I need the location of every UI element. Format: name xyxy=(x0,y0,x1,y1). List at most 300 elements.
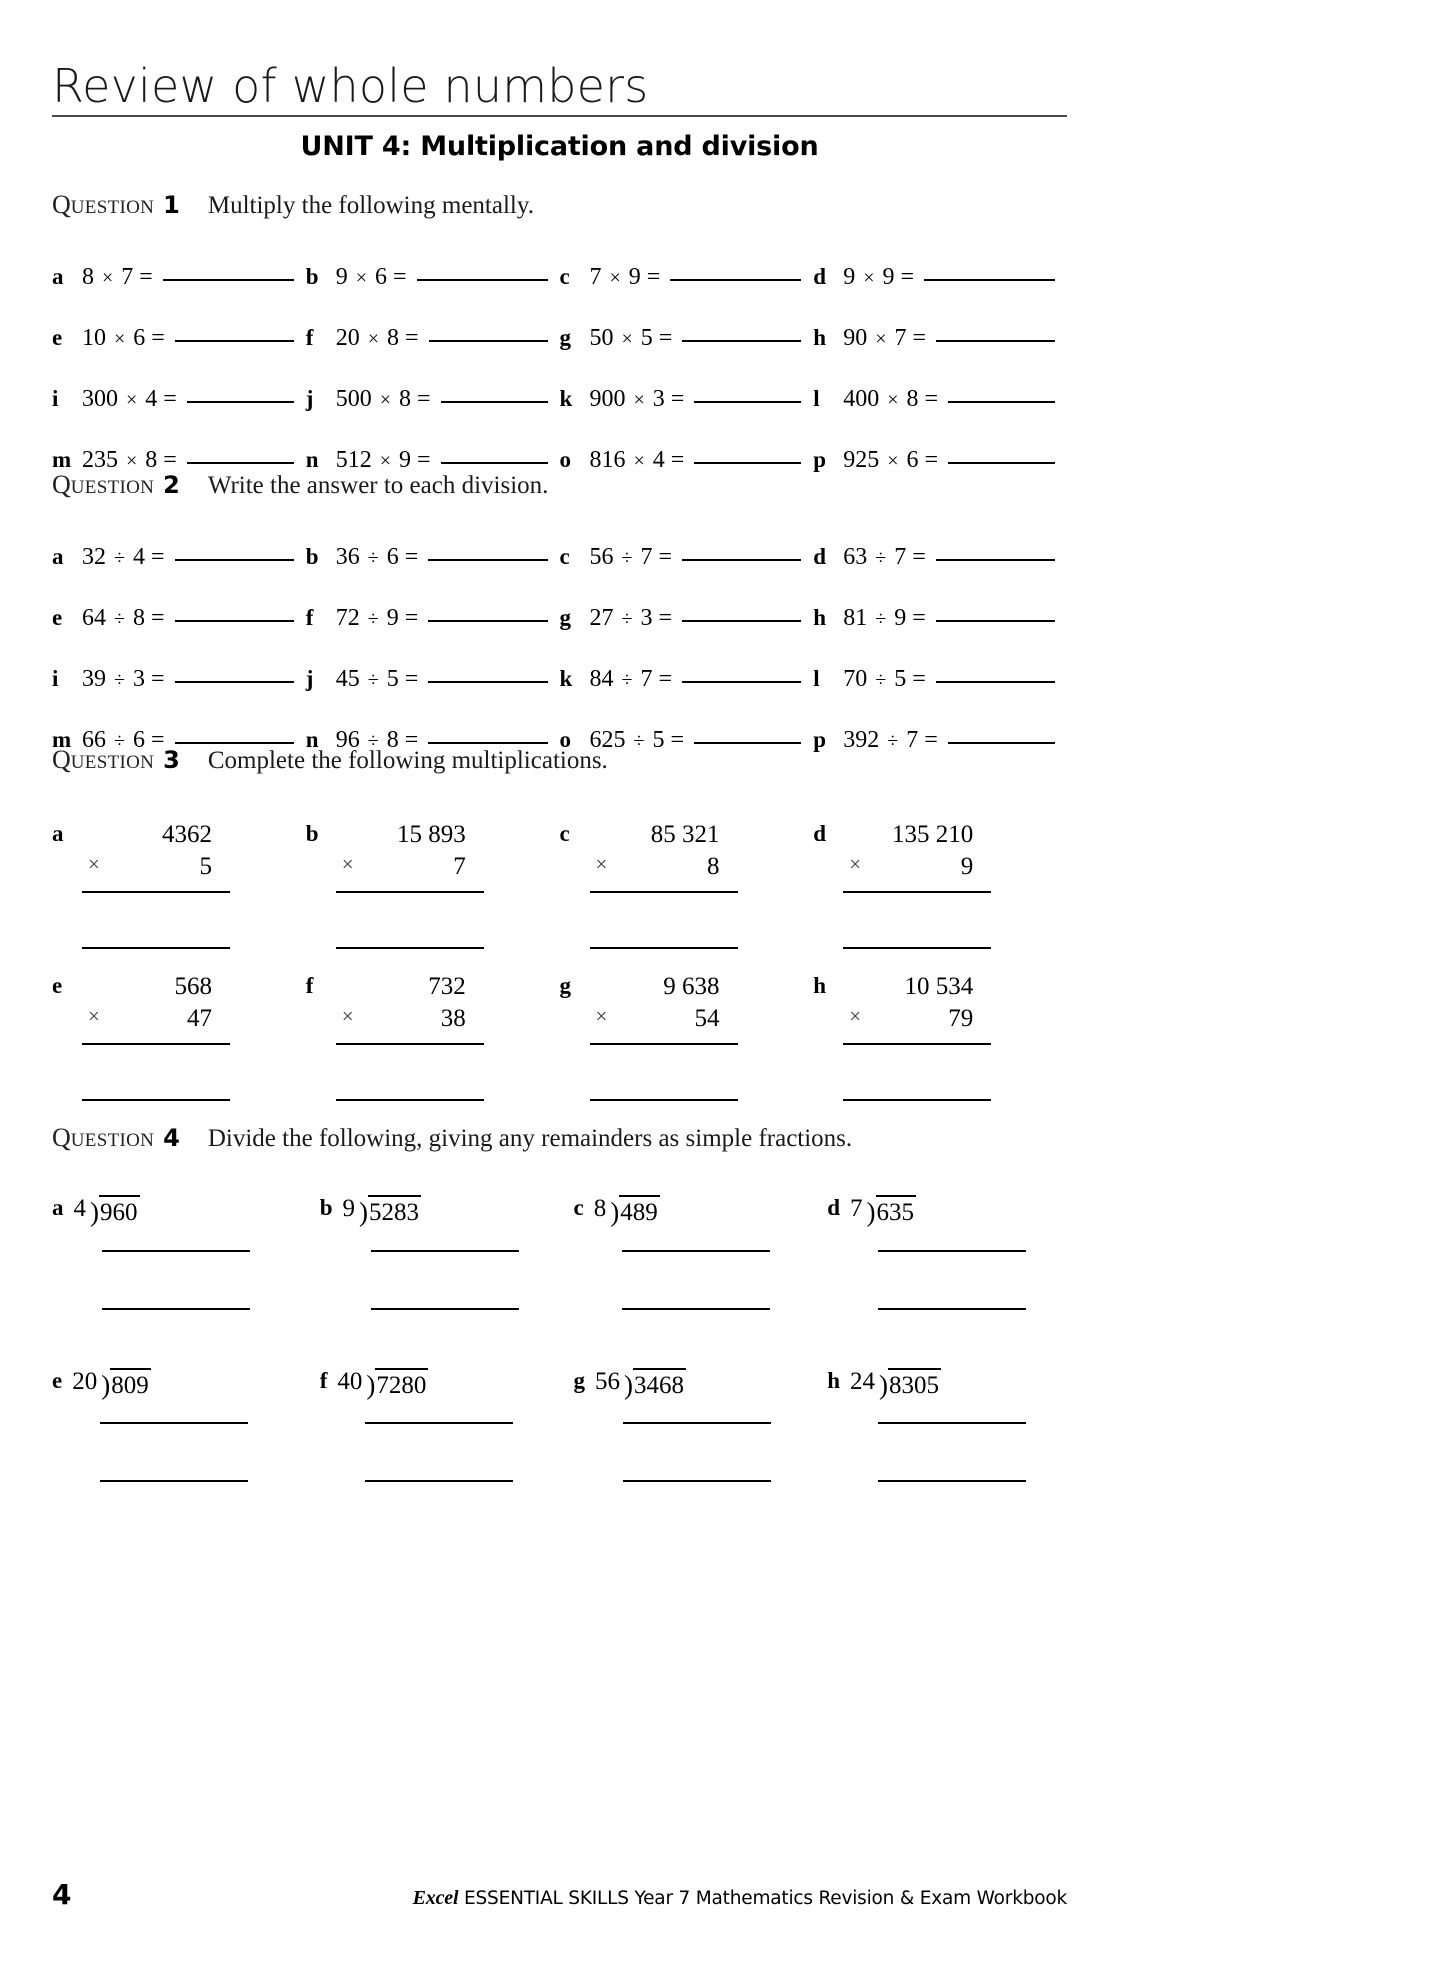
item-expression: 96 ÷ 8 = xyxy=(335,727,419,753)
item-letter: m xyxy=(52,727,72,752)
division-sum xyxy=(595,1368,771,1483)
multiplicand: 4362 xyxy=(162,821,212,848)
exercise-item xyxy=(560,386,814,413)
question-1-rows xyxy=(52,264,1067,474)
multiplication-item xyxy=(306,819,560,949)
answer-blank[interactable] xyxy=(936,620,1055,622)
item-letter: h xyxy=(813,973,827,998)
exercise-row xyxy=(52,605,1067,632)
question-instruction: Complete the following multiplications. xyxy=(207,747,608,774)
answer-rule-first[interactable] xyxy=(878,1422,1026,1424)
item-expression: 10 × 6 = xyxy=(82,325,165,351)
answer-rule-first[interactable] xyxy=(878,1250,1026,1252)
item-letter: h xyxy=(827,1367,841,1393)
item-expression: 45 ÷ 5 = xyxy=(335,666,419,692)
answer-blank[interactable] xyxy=(936,559,1055,561)
question-label: QUESTION xyxy=(52,1123,155,1152)
item-expression: 392 ÷ 7 = xyxy=(843,727,938,753)
item-letter: b xyxy=(305,821,319,846)
question-4-heading xyxy=(52,1123,1067,1153)
item-expression: 9 × 9 = xyxy=(843,264,915,290)
exercise-row xyxy=(52,666,1067,693)
item-expression: 64 ÷ 8 = xyxy=(82,605,165,631)
answer-blank[interactable] xyxy=(175,620,294,622)
answer-blank[interactable] xyxy=(948,742,1055,744)
answer-rule-first[interactable] xyxy=(622,1250,770,1252)
item-expression: 235 × 8 = xyxy=(82,447,177,473)
multiplication-item xyxy=(52,971,306,1101)
item-letter: f xyxy=(305,325,314,350)
dividend: 635 xyxy=(876,1195,917,1228)
divisor: 20 xyxy=(72,1367,98,1395)
answer-blank[interactable] xyxy=(694,742,801,744)
operator-symbol: ÷ xyxy=(887,730,899,752)
operator-symbol: ÷ xyxy=(367,730,379,752)
multiplier-line: × 7 xyxy=(341,852,466,880)
answer-blank[interactable] xyxy=(163,279,294,281)
item-expression: 81 ÷ 9 = xyxy=(843,605,926,631)
multiplicand: 85 321 xyxy=(650,821,720,848)
item-letter: m xyxy=(52,447,72,472)
answer-blank[interactable] xyxy=(428,742,547,744)
item-letter: d xyxy=(813,264,827,289)
item-expression: 625 ÷ 5 = xyxy=(589,727,685,753)
bracket-glyph: ) xyxy=(366,1369,376,1400)
operator-symbol: × xyxy=(609,267,621,289)
item-expression: 300 × 4 = xyxy=(82,386,177,412)
operator-symbol: × xyxy=(875,328,887,350)
answer-blank[interactable] xyxy=(682,681,801,683)
item-letter: d xyxy=(813,821,827,846)
divisor: 56 xyxy=(595,1367,620,1395)
answer-rule[interactable] xyxy=(336,1099,484,1101)
answer-blank[interactable] xyxy=(428,681,547,683)
answer-blank[interactable] xyxy=(924,279,1055,281)
dividend: 3468 xyxy=(633,1368,686,1401)
answer-blank[interactable] xyxy=(936,340,1055,342)
item-expression: 72 ÷ 9 = xyxy=(335,605,419,631)
exercise-item xyxy=(52,325,306,352)
item-expression: 8 × 7 = xyxy=(82,264,153,290)
item-letter: d xyxy=(813,544,827,569)
dividend: 8305 xyxy=(888,1368,941,1401)
answer-blank[interactable] xyxy=(441,401,548,403)
question-1-block xyxy=(52,190,1067,474)
exercise-row xyxy=(52,544,1067,571)
division-sum xyxy=(850,1368,1026,1483)
item-letter: a xyxy=(52,1195,64,1220)
operator-symbol: × xyxy=(367,328,380,350)
operator-symbol: × xyxy=(126,389,138,411)
item-letter: a xyxy=(52,264,64,289)
dividend: 809 xyxy=(110,1368,151,1401)
sum-rule xyxy=(336,1043,484,1045)
answer-blank[interactable] xyxy=(682,340,801,342)
item-letter: h xyxy=(813,325,827,350)
answer-rule[interactable] xyxy=(843,1099,991,1101)
exercise-item xyxy=(560,264,814,291)
question-2-block xyxy=(52,470,1067,754)
operator-symbol: ÷ xyxy=(633,730,645,752)
item-letter: o xyxy=(559,727,571,752)
division-item xyxy=(813,1195,1067,1310)
question-1-heading xyxy=(52,190,1067,220)
division-bracket-icon xyxy=(98,1368,151,1401)
question-instruction: Divide the following, giving any remainders as simple fractions. xyxy=(207,1125,853,1152)
item-letter: c xyxy=(559,264,570,289)
sum-rule xyxy=(82,891,230,893)
division-expression xyxy=(343,1195,422,1228)
division-sum xyxy=(72,1368,248,1483)
vertical-sum xyxy=(82,819,242,949)
answer-rule-second[interactable] xyxy=(622,1308,770,1310)
footer-text xyxy=(413,1887,1067,1910)
page-title: Review of whole numbers xyxy=(52,59,649,113)
question-3-rows xyxy=(52,819,1067,1101)
question-number: 2 xyxy=(163,471,180,499)
operator-symbol: × xyxy=(379,450,392,472)
item-letter: b xyxy=(319,1195,333,1220)
exercise-item xyxy=(306,544,560,571)
exercise-item xyxy=(560,325,814,352)
item-expression: 816 × 4 = xyxy=(589,447,685,473)
item-expression: 400 × 8 = xyxy=(843,386,939,412)
bracket-glyph: ) xyxy=(624,1369,633,1400)
operator-symbol: × xyxy=(379,389,392,411)
answer-rule[interactable] xyxy=(590,947,738,949)
divisor: 8 xyxy=(593,1195,607,1222)
exercise-item xyxy=(306,666,560,693)
exercise-row xyxy=(52,325,1067,352)
operator-symbol: ÷ xyxy=(367,547,379,569)
footer-title: ESSENTIAL SKILLS Year 7 Mathematics Revision & Exam Workbook xyxy=(458,1888,1067,1909)
item-letter: i xyxy=(52,666,59,691)
operator-symbol: × xyxy=(114,328,126,350)
item-expression: 27 ÷ 3 = xyxy=(589,605,673,631)
answer-blank[interactable] xyxy=(670,279,801,281)
item-letter: g xyxy=(559,973,571,998)
operator-symbol: ÷ xyxy=(114,669,125,691)
division-expression xyxy=(850,1368,941,1401)
exercise-item xyxy=(306,386,560,413)
answer-rule-first[interactable] xyxy=(102,1250,250,1252)
operator-symbol: × xyxy=(88,852,100,876)
bracket-glyph: ) xyxy=(90,1197,99,1227)
exercise-item xyxy=(813,666,1067,693)
multiplicand: 9 638 xyxy=(663,973,720,1000)
answer-rule-second[interactable] xyxy=(878,1308,1026,1310)
answer-rule[interactable] xyxy=(82,1099,230,1101)
question-instruction: Write the answer to each division. xyxy=(207,472,549,499)
item-expression: 84 ÷ 7 = xyxy=(589,666,673,692)
operator-symbol: ÷ xyxy=(621,669,633,691)
division-item xyxy=(306,1195,560,1310)
exercise-item xyxy=(560,544,814,571)
exercise-row xyxy=(52,386,1067,413)
question-label: QUESTION xyxy=(52,745,155,774)
item-letter: n xyxy=(305,727,319,752)
answer-rule-second[interactable] xyxy=(100,1480,248,1482)
item-letter: e xyxy=(52,1367,63,1393)
operator-symbol: ÷ xyxy=(875,669,887,691)
item-letter: i xyxy=(52,386,59,411)
page-number: 4 xyxy=(52,1878,72,1911)
bracket-glyph: ) xyxy=(610,1197,620,1227)
exercise-item xyxy=(52,666,306,693)
item-letter: d xyxy=(827,1195,841,1220)
item-letter: k xyxy=(559,666,573,691)
multiplier-line: × 5 xyxy=(88,852,212,880)
vertical-sum xyxy=(590,819,750,949)
division-expression xyxy=(850,1195,916,1228)
exercise-item xyxy=(306,605,560,632)
item-expression: 70 ÷ 5 = xyxy=(843,666,926,692)
answer-rule-first[interactable] xyxy=(623,1422,771,1424)
answer-blank[interactable] xyxy=(175,681,294,683)
operator-symbol: × xyxy=(633,389,645,411)
answer-rule-first[interactable] xyxy=(365,1422,513,1424)
item-letter: c xyxy=(559,544,570,569)
answer-rule[interactable] xyxy=(843,947,991,949)
question-label: QUESTION xyxy=(52,470,155,499)
item-letter: j xyxy=(305,386,314,411)
exercise-item xyxy=(306,264,560,291)
sum-rule xyxy=(590,1043,738,1045)
division-item xyxy=(560,1368,814,1483)
vertical-sum xyxy=(590,971,750,1101)
vertical-sum xyxy=(82,971,242,1101)
answer-rule-first[interactable] xyxy=(100,1422,248,1424)
multiplier-line: × 9 xyxy=(849,852,974,880)
question-2-heading xyxy=(52,470,1067,500)
item-letter: f xyxy=(305,973,314,998)
item-expression: 900 × 3 = xyxy=(589,386,685,412)
item-expression: 7 × 9 = xyxy=(589,264,661,290)
question-number: 4 xyxy=(163,1124,180,1152)
operator-symbol: × xyxy=(595,1004,608,1028)
operator-symbol: × xyxy=(633,450,645,472)
multiplication-item xyxy=(813,819,1067,949)
answer-blank[interactable] xyxy=(187,401,294,403)
item-expression: 63 ÷ 7 = xyxy=(843,544,926,570)
page-header xyxy=(52,59,1067,163)
answer-rule-first[interactable] xyxy=(371,1250,519,1252)
division-item xyxy=(52,1195,306,1310)
page-footer xyxy=(52,1878,1067,1911)
exercise-item xyxy=(813,605,1067,632)
item-letter: c xyxy=(559,821,570,846)
answer-rule[interactable] xyxy=(590,1099,738,1101)
division-row xyxy=(52,1195,1067,1310)
answer-rule-second[interactable] xyxy=(878,1480,1026,1482)
operator-symbol: × xyxy=(887,389,899,411)
divisor: 24 xyxy=(850,1367,876,1395)
operator-symbol: × xyxy=(126,450,138,472)
item-expression: 500 × 8 = xyxy=(335,386,431,412)
answer-blank[interactable] xyxy=(948,462,1055,464)
answer-blank[interactable] xyxy=(429,340,548,342)
division-bracket-icon xyxy=(363,1368,428,1401)
operator-symbol: × xyxy=(621,328,633,350)
question-number: 1 xyxy=(163,191,180,219)
item-letter: e xyxy=(52,973,63,998)
answer-blank[interactable] xyxy=(428,559,547,561)
answer-blank[interactable] xyxy=(441,462,548,464)
multiplicand: 732 xyxy=(428,973,466,1000)
exercise-row xyxy=(52,264,1067,291)
sum-rule xyxy=(82,1043,230,1045)
division-sum xyxy=(594,1195,770,1310)
division-bracket-icon xyxy=(876,1368,941,1401)
exercise-item xyxy=(813,264,1067,291)
division-row xyxy=(52,1368,1067,1483)
question-3-block xyxy=(52,745,1067,1101)
multiplier-line: × 47 xyxy=(88,1004,212,1032)
multiplier-line: × 54 xyxy=(595,1004,720,1032)
operator-symbol: × xyxy=(595,852,608,876)
bracket-glyph: ) xyxy=(101,1369,111,1400)
division-sum xyxy=(343,1195,519,1310)
bracket-glyph: ) xyxy=(359,1197,369,1227)
item-letter: g xyxy=(559,605,571,630)
division-bracket-icon xyxy=(356,1195,421,1228)
answer-blank[interactable] xyxy=(948,401,1055,403)
answer-blank[interactable] xyxy=(936,681,1055,683)
question-number: 3 xyxy=(163,746,180,774)
item-expression: 56 ÷ 7 = xyxy=(589,544,673,570)
division-sum xyxy=(74,1195,250,1310)
item-letter: l xyxy=(813,386,820,411)
question-4-rows xyxy=(52,1195,1067,1482)
exercise-item xyxy=(52,605,306,632)
divisor: 9 xyxy=(342,1195,356,1222)
question-instruction: Multiply the following mentally. xyxy=(207,192,534,219)
vertical-sum xyxy=(336,971,496,1101)
operator-symbol: ÷ xyxy=(114,608,125,630)
exercise-item xyxy=(813,325,1067,352)
item-letter: h xyxy=(813,605,827,630)
dividend: 489 xyxy=(619,1195,660,1228)
answer-blank[interactable] xyxy=(694,401,801,403)
question-4-block xyxy=(52,1123,1067,1482)
multiplier-line: × 38 xyxy=(341,1004,466,1032)
exercise-item xyxy=(52,386,306,413)
division-item xyxy=(52,1368,306,1483)
answer-blank[interactable] xyxy=(694,462,801,464)
answer-rule-second[interactable] xyxy=(102,1308,250,1310)
division-item xyxy=(813,1368,1067,1483)
operator-symbol: × xyxy=(849,852,862,876)
dividend: 960 xyxy=(99,1195,140,1228)
answer-rule-second[interactable] xyxy=(371,1308,519,1310)
dividend: 5283 xyxy=(368,1195,421,1228)
sum-rule xyxy=(843,891,991,893)
operator-symbol: × xyxy=(341,852,354,876)
item-letter: j xyxy=(305,666,314,691)
multiplication-item xyxy=(560,971,814,1101)
item-expression: 925 × 6 = xyxy=(843,447,939,473)
exercise-item xyxy=(306,325,560,352)
item-letter: n xyxy=(305,447,319,472)
operator-symbol: ÷ xyxy=(367,669,379,691)
operator-symbol: ÷ xyxy=(367,608,379,630)
vertical-sum xyxy=(843,819,1003,949)
division-expression xyxy=(595,1368,686,1401)
item-letter: f xyxy=(305,605,314,630)
division-sum xyxy=(850,1195,1026,1310)
multiplication-item xyxy=(560,819,814,949)
division-expression xyxy=(72,1368,151,1401)
divisor: 7 xyxy=(850,1195,863,1222)
sum-rule xyxy=(590,891,738,893)
multiplication-item xyxy=(306,971,560,1101)
answer-blank[interactable] xyxy=(682,620,801,622)
operator-symbol: × xyxy=(355,267,368,289)
operator-symbol: ÷ xyxy=(621,608,633,630)
item-letter: p xyxy=(813,447,827,472)
answer-rule[interactable] xyxy=(82,947,230,949)
division-expression xyxy=(337,1368,428,1401)
item-letter: p xyxy=(813,727,827,752)
divisor: 40 xyxy=(337,1367,363,1395)
answer-blank[interactable] xyxy=(175,340,294,342)
answer-rule-second[interactable] xyxy=(623,1480,771,1482)
exercise-item xyxy=(52,544,306,571)
answer-rule-second[interactable] xyxy=(365,1480,513,1482)
item-letter: g xyxy=(573,1367,585,1393)
item-expression: 50 × 5 = xyxy=(589,325,673,351)
item-letter: b xyxy=(305,544,319,569)
answer-blank[interactable] xyxy=(417,279,548,281)
answer-rule[interactable] xyxy=(336,947,484,949)
item-expression: 512 × 9 = xyxy=(335,447,431,473)
item-expression: 36 ÷ 6 = xyxy=(335,544,419,570)
item-expression: 32 ÷ 4 = xyxy=(82,544,165,570)
answer-blank[interactable] xyxy=(175,559,294,561)
bracket-glyph: ) xyxy=(866,1197,876,1227)
answer-blank[interactable] xyxy=(428,620,547,622)
item-expression: 66 ÷ 6 = xyxy=(82,727,165,753)
operator-symbol: × xyxy=(341,1004,354,1028)
operator-symbol: × xyxy=(887,450,899,472)
division-bracket-icon xyxy=(864,1195,917,1228)
answer-blank[interactable] xyxy=(187,462,294,464)
item-letter: l xyxy=(813,666,820,691)
sum-rule xyxy=(843,1043,991,1045)
bracket-glyph: ) xyxy=(879,1369,889,1400)
item-expression: 20 × 8 = xyxy=(335,325,419,351)
operator-symbol: ÷ xyxy=(875,608,887,630)
multiplication-item xyxy=(52,819,306,949)
answer-blank[interactable] xyxy=(175,742,294,744)
division-bracket-icon xyxy=(87,1195,140,1228)
item-letter: c xyxy=(573,1195,584,1220)
sum-rule xyxy=(336,891,484,893)
operator-symbol: × xyxy=(863,267,875,289)
item-letter: a xyxy=(52,544,64,569)
exercise-item xyxy=(560,605,814,632)
multiplication-item xyxy=(813,971,1067,1101)
exercise-item xyxy=(813,386,1067,413)
answer-blank[interactable] xyxy=(682,559,801,561)
divisor: 4 xyxy=(73,1195,86,1222)
multiplication-row xyxy=(52,971,1067,1101)
operator-symbol: ÷ xyxy=(621,547,633,569)
operator-symbol: ÷ xyxy=(875,547,887,569)
question-label: QUESTION xyxy=(52,190,155,219)
division-sum xyxy=(337,1368,513,1483)
title-divider xyxy=(52,115,1067,117)
